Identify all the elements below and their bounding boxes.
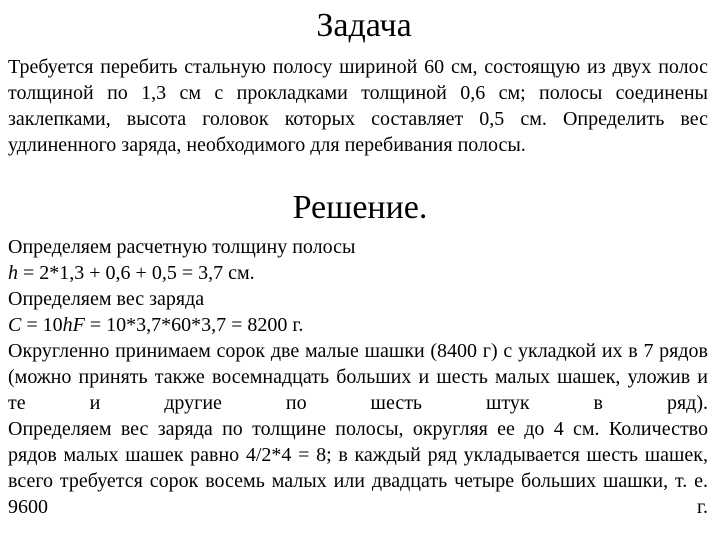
- var-h2: h: [62, 314, 73, 336]
- solution-body: [8, 234, 708, 520]
- formula-thickness: [8, 260, 708, 286]
- step1-label: Определяем расчетную толщину полосы: [8, 236, 356, 258]
- formula-charge-eq: = 10: [21, 314, 63, 336]
- step4-text: Определяем вес заряда по толщине полосы, округляя ее до 4 см. Количество рядов малых шашек равно 4/2*4 = 8; в каждый ряд укладывается шесть шашек, всего требуется сорок восемь малых или двадцать четыре больших шашки, т. е. 9600 г.: [8, 418, 708, 518]
- solution-title: Решение.: [292, 189, 428, 226]
- var-c: C: [8, 314, 22, 336]
- task-title: Задача: [316, 7, 412, 44]
- formula-thickness-expr: = 2*1,3 + 0,6 + 0,5 = 3,7 см.: [18, 262, 255, 284]
- task-text: Требуется перебить стальную полосу шириной 60 см, состоящую из двух полос толщиной по 1,3 см с прокладками толщиной 0,6 см; полосы соединены заклепками, высота головок которых составляет 0,5 см. Определить вес удлиненного заряда, необходимого для перебивания полосы.: [8, 56, 708, 156]
- formula-charge: [8, 312, 708, 338]
- step2-label: Определяем вес заряда: [8, 288, 205, 310]
- step3-text: Округленно принимаем сорок две малые шашки (8400 г) с укладкой их в 7 рядов (можно принять также восемнадцать больших и шесть малых шашек, уложив и те и другие по шесть штук в ряд).: [8, 340, 708, 414]
- formula-charge-expr: = 10*3,7*60*3,7 = 8200 г.: [84, 314, 304, 336]
- var-f: F: [72, 314, 85, 336]
- var-h: h: [8, 262, 18, 284]
